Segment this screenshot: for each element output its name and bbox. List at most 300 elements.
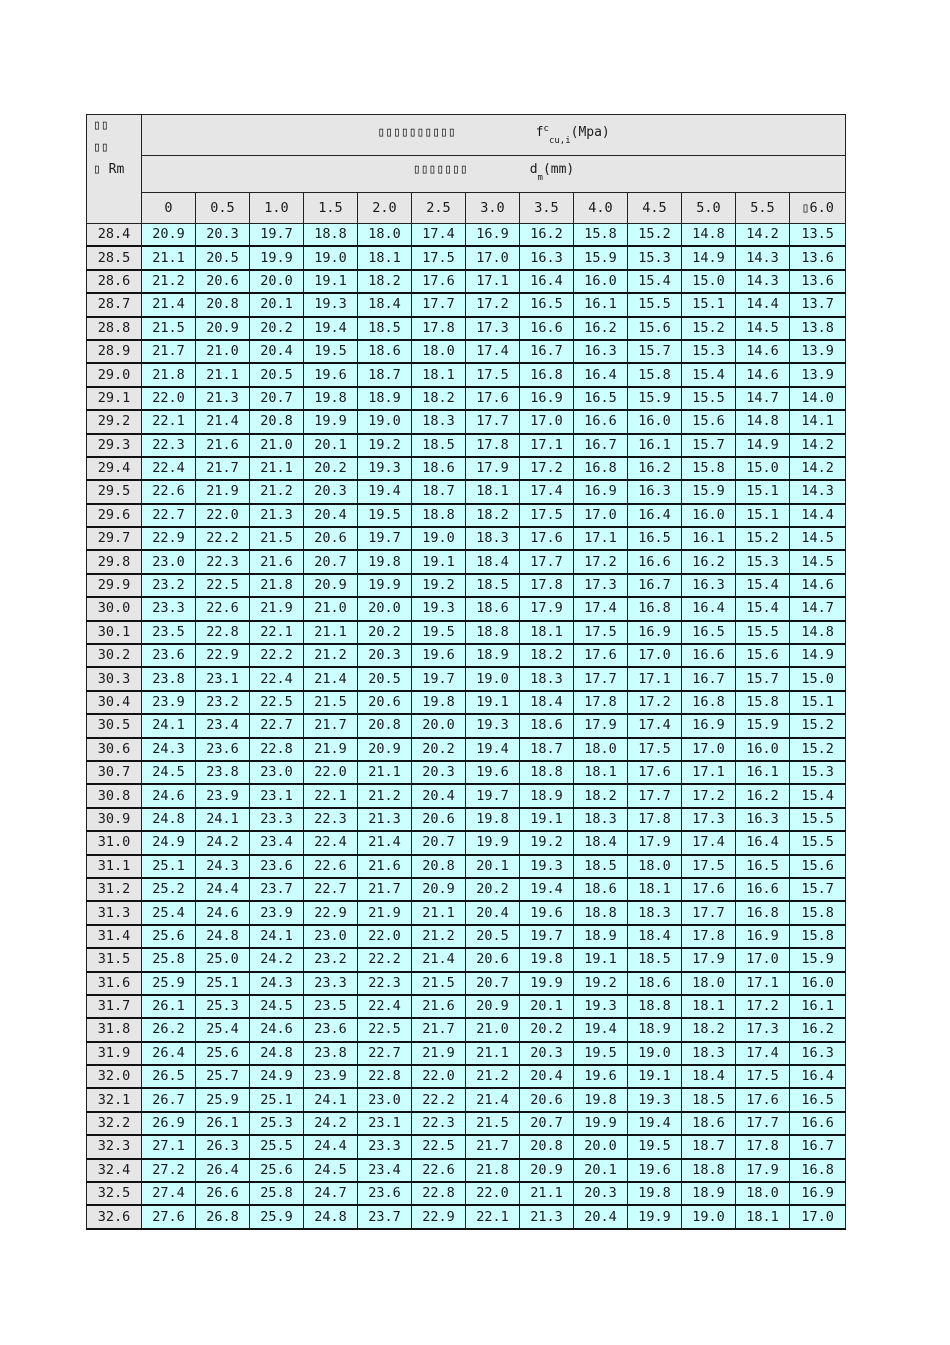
strength-value-cell: 18.1 (574, 761, 628, 784)
depth-symbol: d (529, 162, 538, 177)
table-row (87, 457, 846, 480)
strength-value-cell: 22.5 (250, 691, 304, 714)
strength-value-cell: 24.6 (250, 1018, 304, 1041)
strength-value-cell: 20.4 (412, 784, 466, 807)
strength-value-cell: 22.2 (250, 644, 304, 667)
strength-value-cell: 21.7 (412, 1018, 466, 1041)
strength-value-cell: 18.8 (412, 504, 466, 527)
column-header: 0 (142, 193, 196, 224)
strength-value-cell: 21.0 (250, 434, 304, 457)
strength-value-cell: 18.5 (682, 1088, 736, 1111)
strength-value-cell: 25.1 (142, 855, 196, 878)
strength-value-cell: 16.0 (628, 410, 682, 433)
strength-value-cell: 17.0 (574, 504, 628, 527)
rebound-value-cell: 32.3 (87, 1135, 142, 1158)
strength-value-cell: 22.2 (412, 1088, 466, 1111)
strength-value-cell: 24.2 (304, 1112, 358, 1135)
strength-value-cell: 21.6 (358, 855, 412, 878)
strength-value-cell: 17.9 (736, 1159, 790, 1182)
strength-value-cell: 25.8 (250, 1182, 304, 1205)
strength-value-cell: 14.6 (790, 574, 846, 597)
strength-value-cell: 14.8 (736, 410, 790, 433)
strength-value-cell: 24.4 (196, 878, 250, 901)
strength-value-cell: 19.6 (412, 644, 466, 667)
strength-value-cell: 18.1 (466, 480, 520, 503)
strength-value-cell: 13.7 (790, 293, 846, 316)
strength-value-cell: 22.0 (358, 925, 412, 948)
table-row (87, 527, 846, 550)
strength-value-cell: 17.7 (412, 293, 466, 316)
strength-value-cell: 17.5 (520, 504, 574, 527)
table-body (87, 224, 846, 1229)
strength-value-cell: 21.2 (412, 925, 466, 948)
strength-value-cell: 19.4 (358, 480, 412, 503)
strength-value-cell: 18.5 (466, 574, 520, 597)
rebound-value-cell: 29.3 (87, 434, 142, 457)
strength-value-cell: 22.0 (412, 1065, 466, 1088)
strength-value-cell: 24.1 (250, 925, 304, 948)
rebound-value-cell: 31.1 (87, 855, 142, 878)
strength-value-cell: 19.1 (304, 270, 358, 293)
strength-value-cell: 19.5 (358, 504, 412, 527)
rebound-value-cell: 29.5 (87, 480, 142, 503)
strength-value-cell: 23.9 (196, 784, 250, 807)
strength-value-cell: 23.5 (142, 621, 196, 644)
strength-value-cell: 13.6 (790, 270, 846, 293)
strength-value-cell: 15.0 (682, 270, 736, 293)
table-row (87, 621, 846, 644)
strength-value-cell: 26.4 (196, 1159, 250, 1182)
column-header: 5.5 (736, 193, 790, 224)
strength-value-cell: 18.8 (520, 761, 574, 784)
strength-value-cell: 23.9 (250, 901, 304, 924)
strength-value-cell: 18.1 (628, 878, 682, 901)
strength-value-cell: 15.7 (628, 340, 682, 363)
strength-value-cell: 17.6 (466, 387, 520, 410)
strength-value-cell: 23.1 (196, 667, 250, 690)
strength-value-cell: 17.4 (412, 224, 466, 247)
strength-value-cell: 16.7 (628, 574, 682, 597)
strength-value-cell: 23.0 (250, 761, 304, 784)
strength-value-cell: 20.3 (304, 480, 358, 503)
strength-value-cell: 16.8 (628, 597, 682, 620)
strength-value-cell: 21.8 (142, 363, 196, 386)
strength-value-cell: 16.9 (466, 224, 520, 247)
table-row (87, 387, 846, 410)
strength-value-cell: 22.7 (358, 1042, 412, 1065)
strength-value-cell: 25.6 (196, 1042, 250, 1065)
strength-value-cell: 20.2 (304, 457, 358, 480)
strength-value-cell: 20.1 (466, 855, 520, 878)
table-row (87, 738, 846, 761)
strength-value-cell: 20.9 (412, 878, 466, 901)
strength-value-cell: 18.4 (466, 550, 520, 573)
strength-value-cell: 16.2 (628, 457, 682, 480)
strength-value-cell: 17.1 (574, 527, 628, 550)
strength-value-cell: 17.6 (682, 878, 736, 901)
table-row (87, 293, 846, 316)
strength-value-cell: 18.4 (628, 925, 682, 948)
strength-value-cell: 17.5 (574, 621, 628, 644)
strength-value-cell: 24.2 (196, 831, 250, 854)
strength-value-cell: 17.9 (466, 457, 520, 480)
strength-value-cell: 21.5 (142, 317, 196, 340)
strength-value-cell: 18.4 (574, 831, 628, 854)
strength-value-cell: 19.6 (628, 1159, 682, 1182)
table-row (87, 1018, 846, 1041)
strength-value-cell: 18.1 (736, 1205, 790, 1228)
table-row (87, 644, 846, 667)
strength-value-cell: 27.1 (142, 1135, 196, 1158)
strength-value-cell: 18.5 (574, 855, 628, 878)
strength-value-cell: 22.7 (304, 878, 358, 901)
strength-value-cell: 22.6 (412, 1159, 466, 1182)
strength-value-cell: 18.3 (574, 808, 628, 831)
strength-value-cell: 24.8 (142, 808, 196, 831)
corner-line: ▯▯ (93, 140, 109, 155)
rebound-value-cell: 28.6 (87, 270, 142, 293)
strength-value-cell: 18.5 (412, 434, 466, 457)
strength-value-cell: 19.8 (574, 1088, 628, 1111)
strength-value-cell: 16.5 (790, 1088, 846, 1111)
strength-value-cell: 16.2 (682, 550, 736, 573)
strength-value-cell: 23.6 (358, 1182, 412, 1205)
strength-value-cell: 19.8 (412, 691, 466, 714)
strength-value-cell: 21.2 (358, 784, 412, 807)
strength-value-cell: 22.6 (142, 480, 196, 503)
strength-value-cell: 15.9 (628, 387, 682, 410)
strength-value-cell: 20.8 (412, 855, 466, 878)
strength-value-cell: 21.1 (412, 901, 466, 924)
strength-value-cell: 18.8 (628, 995, 682, 1018)
strength-value-cell: 15.3 (736, 550, 790, 573)
strength-value-cell: 21.1 (304, 621, 358, 644)
strength-value-cell: 25.5 (250, 1135, 304, 1158)
rebound-value-cell: 31.5 (87, 948, 142, 971)
strength-value-cell: 20.0 (574, 1135, 628, 1158)
strength-value-cell: 15.4 (736, 597, 790, 620)
strength-value-cell: 13.8 (790, 317, 846, 340)
strength-value-cell: 17.6 (412, 270, 466, 293)
strength-value-cell: 16.4 (574, 363, 628, 386)
strength-value-cell: 15.0 (736, 457, 790, 480)
strength-value-cell: 19.1 (466, 691, 520, 714)
strength-value-cell: 17.4 (628, 714, 682, 737)
strength-value-cell: 26.1 (142, 995, 196, 1018)
strength-value-cell: 17.5 (466, 363, 520, 386)
strength-value-cell: 18.6 (358, 340, 412, 363)
strength-value-cell: 20.0 (412, 714, 466, 737)
strength-value-cell: 22.6 (304, 855, 358, 878)
strength-value-cell: 20.2 (250, 317, 304, 340)
strength-value-cell: 16.3 (574, 340, 628, 363)
strength-value-cell: 17.0 (790, 1205, 846, 1228)
strength-value-cell: 19.0 (628, 1042, 682, 1065)
strength-value-cell: 17.2 (628, 691, 682, 714)
strength-value-cell: 16.4 (682, 597, 736, 620)
rebound-value-cell: 29.0 (87, 363, 142, 386)
strength-value-cell: 18.0 (682, 972, 736, 995)
strength-value-cell: 18.9 (682, 1182, 736, 1205)
strength-value-cell: 27.6 (142, 1205, 196, 1228)
rebound-value-cell: 29.9 (87, 574, 142, 597)
strength-value-cell: 14.6 (736, 363, 790, 386)
strength-value-cell: 20.6 (196, 270, 250, 293)
strength-value-cell: 15.2 (682, 317, 736, 340)
strength-value-cell: 17.3 (466, 317, 520, 340)
strength-value-cell: 21.3 (520, 1205, 574, 1228)
strength-value-cell: 19.6 (574, 1065, 628, 1088)
strength-value-cell: 18.1 (358, 246, 412, 269)
strength-value-cell: 22.8 (358, 1065, 412, 1088)
strength-value-cell: 20.0 (358, 597, 412, 620)
strength-value-cell: 16.7 (574, 434, 628, 457)
strength-value-cell: 25.1 (196, 972, 250, 995)
strength-value-cell: 25.1 (250, 1088, 304, 1111)
strength-value-cell: 24.4 (304, 1135, 358, 1158)
strength-value-cell: 13.9 (790, 363, 846, 386)
strength-value-cell: 17.3 (682, 808, 736, 831)
rebound-value-cell: 31.0 (87, 831, 142, 854)
strength-value-cell: 17.4 (682, 831, 736, 854)
strength-value-cell: 24.1 (304, 1088, 358, 1111)
strength-value-cell: 18.7 (412, 480, 466, 503)
strength-value-cell: 21.8 (466, 1159, 520, 1182)
strength-value-cell: 18.2 (412, 387, 466, 410)
strength-value-cell: 17.0 (466, 246, 520, 269)
strength-value-cell: 26.1 (196, 1112, 250, 1135)
strength-value-cell: 14.4 (736, 293, 790, 316)
strength-value-cell: 19.8 (304, 387, 358, 410)
strength-value-cell: 22.9 (412, 1205, 466, 1228)
strength-value-cell: 19.3 (304, 293, 358, 316)
strength-value-cell: 26.2 (142, 1018, 196, 1041)
strength-value-cell: 15.6 (628, 317, 682, 340)
strength-value-cell: 25.6 (250, 1159, 304, 1182)
strength-value-cell: 14.8 (790, 621, 846, 644)
strength-value-cell: 20.6 (304, 527, 358, 550)
strength-value-cell: 16.3 (682, 574, 736, 597)
strength-value-cell: 16.5 (628, 527, 682, 550)
rebound-value-cell: 32.0 (87, 1065, 142, 1088)
corner-line: ▯ Rm (93, 162, 125, 177)
strength-value-cell: 21.7 (196, 457, 250, 480)
strength-value-cell: 21.4 (142, 293, 196, 316)
strength-value-cell: 22.1 (304, 784, 358, 807)
strength-value-cell: 20.4 (304, 504, 358, 527)
strength-value-cell: 17.7 (466, 410, 520, 433)
strength-value-cell: 23.3 (304, 972, 358, 995)
strength-value-cell: 22.1 (250, 621, 304, 644)
strength-value-cell: 17.8 (628, 808, 682, 831)
strength-value-cell: 18.5 (358, 317, 412, 340)
strength-value-cell: 22.7 (142, 504, 196, 527)
strength-value-cell: 18.6 (628, 972, 682, 995)
strength-value-cell: 17.7 (628, 784, 682, 807)
strength-value-cell: 16.8 (520, 363, 574, 386)
strength-value-cell: 19.5 (412, 621, 466, 644)
strength-symbol: f (535, 125, 544, 140)
strength-value-cell: 16.1 (682, 527, 736, 550)
strength-value-cell: 19.3 (520, 855, 574, 878)
strength-value-cell: 15.2 (790, 714, 846, 737)
strength-value-cell: 17.2 (682, 784, 736, 807)
strength-value-cell: 22.0 (142, 387, 196, 410)
strength-value-cell: 16.6 (520, 317, 574, 340)
strength-value-cell: 22.6 (196, 597, 250, 620)
strength-value-cell: 14.9 (736, 434, 790, 457)
strength-value-cell: 18.0 (412, 340, 466, 363)
strength-value-cell: 17.2 (574, 550, 628, 573)
strength-value-cell: 22.4 (250, 667, 304, 690)
strength-value-cell: 21.3 (358, 808, 412, 831)
column-header-row (87, 193, 846, 224)
strength-value-cell: 17.5 (412, 246, 466, 269)
strength-value-cell: 21.2 (142, 270, 196, 293)
strength-title (142, 115, 846, 156)
strength-value-cell: 24.1 (196, 808, 250, 831)
strength-value-cell: 19.3 (628, 1088, 682, 1111)
strength-value-cell: 16.5 (574, 387, 628, 410)
column-header: 2.0 (358, 193, 412, 224)
strength-value-cell: 15.9 (790, 948, 846, 971)
strength-value-cell: 17.0 (682, 738, 736, 761)
strength-value-cell: 22.9 (304, 901, 358, 924)
rebound-value-cell: 30.8 (87, 784, 142, 807)
strength-value-cell: 19.5 (304, 340, 358, 363)
strength-value-cell: 21.4 (412, 948, 466, 971)
strength-value-cell: 22.3 (358, 972, 412, 995)
strength-value-cell: 23.8 (196, 761, 250, 784)
rebound-value-cell: 30.5 (87, 714, 142, 737)
rebound-value-cell: 30.9 (87, 808, 142, 831)
column-header: 5.0 (682, 193, 736, 224)
strength-value-cell: 19.4 (520, 878, 574, 901)
strength-value-cell: 16.9 (520, 387, 574, 410)
strength-value-cell: 23.3 (358, 1135, 412, 1158)
strength-value-cell: 14.7 (790, 597, 846, 620)
strength-value-cell: 15.4 (736, 574, 790, 597)
strength-value-cell: 16.1 (574, 293, 628, 316)
strength-title-text: ▯▯▯▯▯▯▯▯▯▯ (377, 125, 456, 140)
strength-value-cell: 18.9 (466, 644, 520, 667)
strength-value-cell: 22.3 (412, 1112, 466, 1135)
strength-value-cell: 18.2 (520, 644, 574, 667)
strength-value-cell: 20.2 (520, 1018, 574, 1041)
strength-value-cell: 26.7 (142, 1088, 196, 1111)
strength-value-cell: 15.8 (790, 901, 846, 924)
strength-value-cell: 23.3 (250, 808, 304, 831)
strength-value-cell: 18.6 (520, 714, 574, 737)
strength-value-cell: 20.6 (466, 948, 520, 971)
strength-value-cell: 16.3 (736, 808, 790, 831)
strength-value-cell: 23.9 (142, 691, 196, 714)
strength-value-cell: 23.1 (250, 784, 304, 807)
strength-value-cell: 25.4 (142, 901, 196, 924)
rebound-value-cell: 32.6 (87, 1205, 142, 1228)
strength-value-cell: 15.5 (628, 293, 682, 316)
strength-value-cell: 18.0 (736, 1182, 790, 1205)
table-row (87, 410, 846, 433)
strength-value-cell: 16.4 (628, 504, 682, 527)
strength-value-cell: 20.1 (250, 293, 304, 316)
table-row (87, 808, 846, 831)
strength-value-cell: 20.5 (250, 363, 304, 386)
strength-value-cell: 21.5 (412, 972, 466, 995)
strength-value-cell: 21.7 (142, 340, 196, 363)
strength-value-cell: 25.3 (250, 1112, 304, 1135)
strength-value-cell: 25.0 (196, 948, 250, 971)
table-row (87, 831, 846, 854)
strength-value-cell: 17.1 (682, 761, 736, 784)
strength-value-cell: 14.5 (736, 317, 790, 340)
strength-value-cell: 21.1 (142, 246, 196, 269)
column-header: 1.5 (304, 193, 358, 224)
rebound-value-cell: 29.2 (87, 410, 142, 433)
rebound-value-cell: 31.3 (87, 901, 142, 924)
strength-value-cell: 24.5 (250, 995, 304, 1018)
strength-symbol-sup: c (543, 124, 549, 134)
strength-value-cell: 22.0 (304, 761, 358, 784)
strength-value-cell: 15.3 (682, 340, 736, 363)
column-header: 4.5 (628, 193, 682, 224)
strength-value-cell: 19.9 (466, 831, 520, 854)
strength-value-cell: 23.5 (304, 995, 358, 1018)
strength-value-cell: 21.7 (304, 714, 358, 737)
strength-value-cell: 21.4 (466, 1088, 520, 1111)
strength-value-cell: 18.6 (682, 1112, 736, 1135)
strength-value-cell: 21.2 (304, 644, 358, 667)
strength-value-cell: 18.7 (358, 363, 412, 386)
strength-value-cell: 22.8 (196, 621, 250, 644)
strength-value-cell: 14.6 (736, 340, 790, 363)
table-row (87, 270, 846, 293)
strength-value-cell: 20.2 (358, 621, 412, 644)
strength-value-cell: 19.0 (358, 410, 412, 433)
strength-value-cell: 17.5 (682, 855, 736, 878)
strength-value-cell: 21.8 (250, 574, 304, 597)
strength-value-cell: 17.9 (574, 714, 628, 737)
strength-value-cell: 20.9 (196, 317, 250, 340)
strength-value-cell: 18.9 (520, 784, 574, 807)
strength-value-cell: 16.5 (736, 855, 790, 878)
strength-value-cell: 26.5 (142, 1065, 196, 1088)
strength-value-cell: 23.2 (304, 948, 358, 971)
strength-value-cell: 21.3 (250, 504, 304, 527)
strength-value-cell: 19.2 (358, 434, 412, 457)
strength-value-cell: 18.3 (682, 1042, 736, 1065)
strength-value-cell: 16.6 (790, 1112, 846, 1135)
strength-value-cell: 15.8 (736, 691, 790, 714)
strength-value-cell: 16.7 (682, 667, 736, 690)
strength-value-cell: 19.9 (574, 1112, 628, 1135)
table-header (87, 115, 846, 224)
strength-value-cell: 15.6 (790, 855, 846, 878)
strength-value-cell: 18.1 (520, 621, 574, 644)
strength-value-cell: 20.7 (304, 550, 358, 573)
strength-value-cell: 20.3 (574, 1182, 628, 1205)
strength-value-cell: 18.6 (574, 878, 628, 901)
strength-value-cell: 17.4 (574, 597, 628, 620)
strength-value-cell: 16.2 (790, 1018, 846, 1041)
strength-value-cell: 20.9 (358, 738, 412, 761)
strength-value-cell: 21.6 (412, 995, 466, 1018)
strength-value-cell: 19.2 (412, 574, 466, 597)
strength-value-cell: 24.8 (196, 925, 250, 948)
strength-value-cell: 16.6 (574, 410, 628, 433)
strength-value-cell: 15.8 (790, 925, 846, 948)
strength-value-cell: 20.4 (466, 901, 520, 924)
